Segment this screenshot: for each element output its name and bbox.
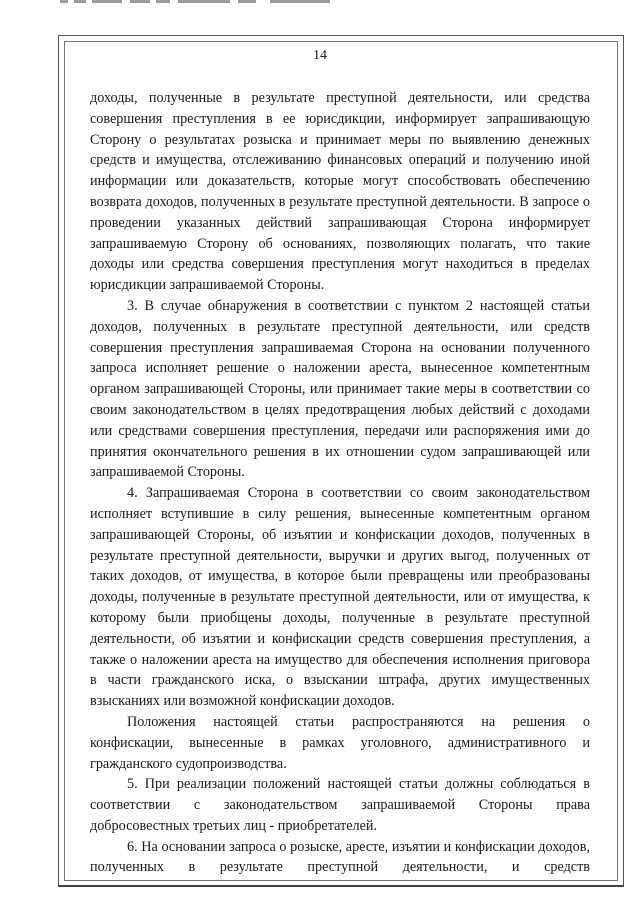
paragraph-provisions: Положения настоящей статьи распространяются на решения о конфискации, вынесенные в рамках уголовного, административного и гражданского судопроизводства.: [90, 713, 590, 772]
paragraph-item-5: 5. При реализации положений настоящей статьи должны соблюдаться в соответствии с законодательством запрашиваемой Стороны права добросовестных третьих лиц - приобретателей.: [90, 776, 590, 834]
paragraph-item-3: 3. В случае обнаружения в соответствии с пунктом 2 настоящей статьи доходов, полученных в результате преступной деятельности, или средств совершения преступления запрашиваемая Сторона на основании полученного запроса исполняет решение о наложении ареста, вынесенное компетентным органом запрашивающей Стороны, или принимает такие меры в соответствии со своим законодательством в целях предотвращения любых действий с доходами или средствами совершения преступления, передачи или распоряжения ими до принятия окончательного решения в их отношении судом запрашивающей или запрашиваемой Стороны.: [90, 297, 590, 481]
paragraph-item-4: 4. Запрашиваемая Сторона в соответствии со своим законодательством исполняет вступившие в силу решения, вынесенные компетентным органом запрашивающей Стороны, об изъятии и конфискации доходов, полученных в результате преступной деятельности, выручки и других выгод, полученных от таких доходов, от имущества, в которое были превращены или преобразованы доходы, полученные в результате преступной деятельности, или от имущества, к которому были приобщены доходы, полученные в результате преступной деятельности, об изъятии и конфискации средств совершения преступления, а также о наложении ареста на имущество для обеспечения исполнения приговора в части гражданского иска, о взыскании штрафа, других имущественных взысканиях или возможной конфискации доходов.: [90, 485, 590, 710]
page-bottom-edge: [58, 885, 624, 887]
paragraph-item-6: 6. На основании запроса о розыске, аресте, изъятии и конфискации доходов, полученных в результате преступной деятельности, и средств: [90, 838, 590, 876]
document-body: [90, 88, 590, 878]
page-number: 14: [313, 48, 327, 63]
scan-artifact: [60, 0, 360, 6]
paragraph-continuation: доходы, полученные в результате преступной деятельности, или средства совершения преступления в ее юрисдикции, информирует запрашивающую Сторону о результатах розыска и принимает меры по выявлению денежных средств и имущества, отслеживанию финансовых операций и получению иной информации или доказательств, которые могут способствовать обеспечению возврата доходов, полученных в результате преступной деятельности. В запросе о проведении указанных действий запрашивающая Сторона информирует запрашиваемую Сторону об основаниях, позволяющих полагать, что такие доходы или средства совершения преступления могут находиться в пределах юрисдикции запрашиваемой Стороны.: [90, 90, 590, 294]
